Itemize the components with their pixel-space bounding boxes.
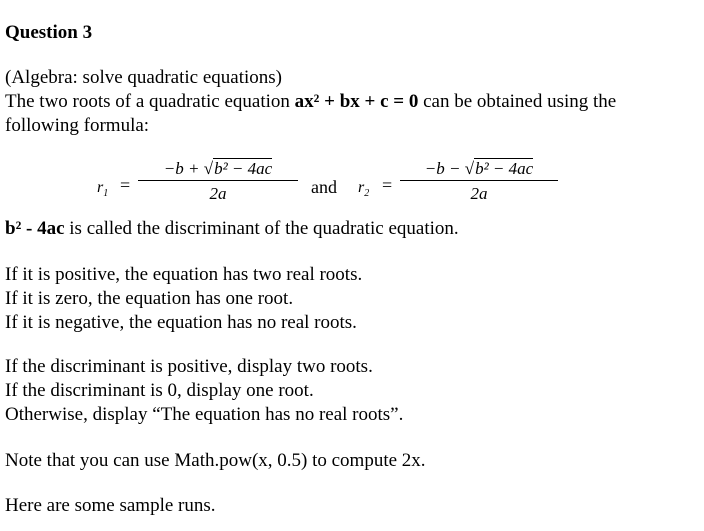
r2-numerator-prefix: −b − <box>424 159 465 178</box>
r2-numerator <box>400 158 558 180</box>
intro-line-2-end: can be obtained using the <box>418 91 617 112</box>
r2-symbol: r <box>358 179 365 196</box>
cases-paragraph <box>5 263 695 335</box>
intro-line-1: (Algebra: solve quadratic equations) <box>5 67 282 88</box>
note-paragraph <box>5 449 695 473</box>
case-negative: If it is negative, the equation has no real roots. <box>5 312 357 333</box>
intro-paragraph <box>5 66 695 138</box>
r2-label <box>358 176 369 206</box>
r1-radicand: b² − 4ac <box>214 159 273 178</box>
r2-radicand: b² − 4ac <box>475 159 534 178</box>
instruction-otherwise: Otherwise, display “The equation has no real roots”. <box>5 404 404 425</box>
quadratic-formula <box>0 154 704 214</box>
sample-paragraph <box>5 494 695 518</box>
radical-icon: √ <box>464 159 475 178</box>
r1-numerator-prefix: −b + <box>163 159 204 178</box>
intro-line-2 <box>5 90 695 114</box>
sample-line: Here are some sample runs. <box>5 495 216 516</box>
r1-equals: = <box>120 175 131 195</box>
case-zero: If it is zero, the equation has one root. <box>5 288 294 309</box>
question-heading: Question 3 <box>5 22 93 43</box>
r2-denominator: 2a <box>470 184 488 203</box>
r1-numerator <box>138 158 298 180</box>
r2-subscript: 2 <box>364 188 370 200</box>
and-word: and <box>311 177 337 197</box>
instruction-zero: If the discriminant is 0, display one root. <box>5 380 314 401</box>
quadratic-equation: ax² + bx + c = 0 <box>294 91 419 112</box>
note-line: Note that you can use Math.pow(x, 0.5) to compute 2x. <box>5 450 426 471</box>
discriminant-term: b² - 4ac <box>5 218 65 239</box>
r2-equals: = <box>382 175 393 195</box>
intro-line-2-start: The two roots of a quadratic equation <box>5 91 295 112</box>
r1-label <box>97 176 108 206</box>
r2-fraction <box>400 158 558 205</box>
discriminant-line <box>5 217 695 241</box>
r1-fraction <box>138 158 298 205</box>
r1-fraction-bar <box>138 180 298 181</box>
r1-denominator: 2a <box>209 184 227 203</box>
instruction-positive: If the discriminant is positive, display two roots. <box>5 356 373 377</box>
case-positive: If it is positive, the equation has two real roots. <box>5 264 363 285</box>
r2-fraction-bar <box>400 180 558 181</box>
intro-line-3: following formula: <box>5 115 150 136</box>
discriminant-text: is called the discriminant of the quadratic equation. <box>64 218 459 239</box>
radical-icon: √ <box>203 159 214 178</box>
r1-subscript: 1 <box>103 188 109 200</box>
instructions-paragraph <box>5 355 695 427</box>
discriminant-paragraph <box>5 217 695 241</box>
r1-symbol: r <box>97 179 104 196</box>
